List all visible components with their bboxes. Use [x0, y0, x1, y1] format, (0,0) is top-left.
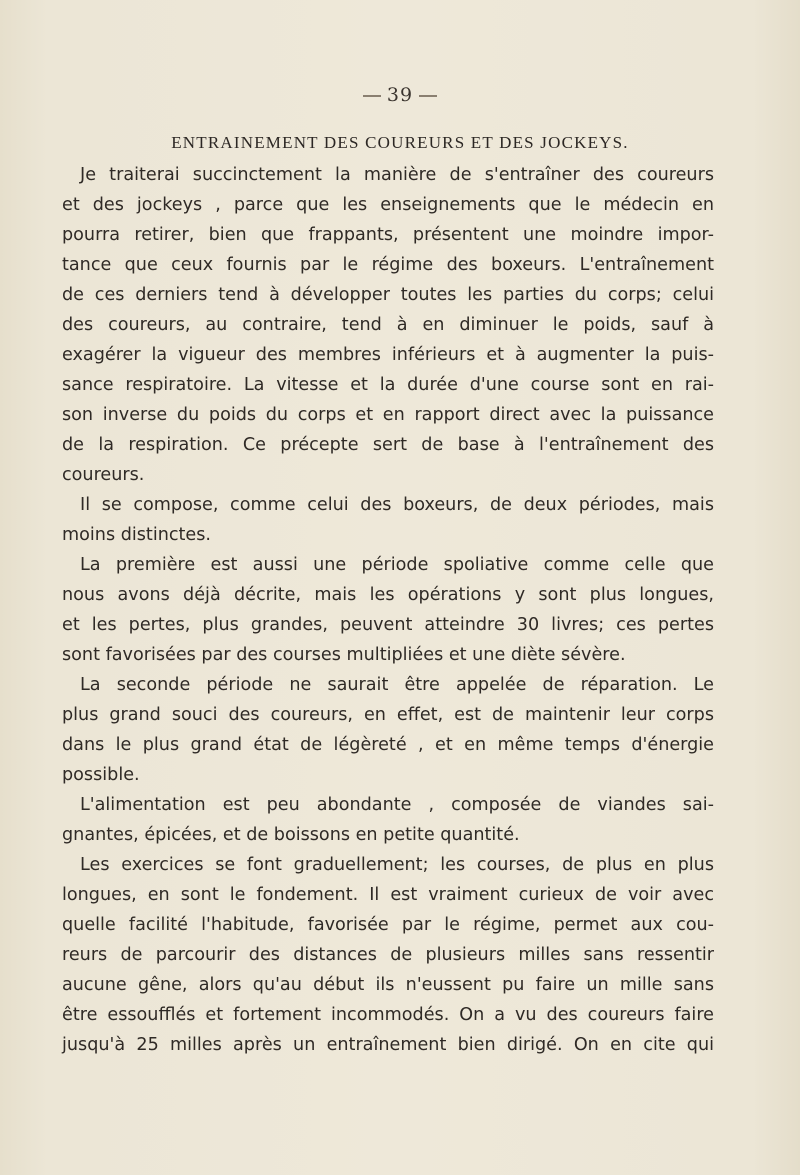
page-number — [0, 84, 800, 106]
text-line: quelle facilité l'habitude, favorisée par le régime, permet aux cou- — [62, 915, 714, 935]
chapter-heading: ENTRAINEMENT DES COUREURS ET DES JOCKEYS. — [171, 133, 629, 152]
text-line: aucune gêne, alors qu'au début ils n'eussent pu faire un mille sans — [62, 975, 714, 995]
text-line: pourra retirer, bien que frappants, présentent une moindre impor- — [62, 225, 714, 245]
ornament-dash-right — [419, 95, 437, 97]
text-line: Il se compose, comme celui des boxeurs, de deux périodes, mais — [80, 495, 714, 515]
text-line: exagérer la vigueur des membres inférieurs et à augmenter la puis- — [62, 345, 714, 365]
text-line: longues, en sont le fondement. Il est vraiment curieux de voir avec — [62, 885, 714, 905]
text-line: gnantes, épicées, et de boissons en petite quantité. — [62, 825, 520, 845]
body-text — [62, 160, 714, 1060]
text-line: L'alimentation est peu abondante , composée de viandes sai- — [80, 795, 714, 815]
text-line: moins distinctes. — [62, 525, 212, 545]
text-line: tance que ceux fournis par le régime des boxeurs. L'entraînement — [62, 255, 714, 275]
text-line: et des jockeys , parce que les enseignements que le médecin en — [62, 195, 714, 215]
text-line: plus grand souci des coureurs, en effet, est de maintenir leur corps — [62, 705, 714, 725]
text-line: dans le plus grand état de légèreté , et en même temps d'énergie — [62, 735, 714, 755]
text-line: jusqu'à 25 milles après un entraînement bien dirigé. On en cite qui — [62, 1035, 714, 1055]
ornament-dash-left — [363, 95, 381, 97]
text-line: Je traiterai succinctement la manière de s'entraîner des coureurs — [80, 165, 714, 185]
text-line: reurs de parcourir des distances de plusieurs milles sans ressentir — [62, 945, 714, 965]
text-line: être essoufflés et fortement incommodés. On a vu des coureurs faire — [62, 1005, 714, 1025]
text-line: La première est aussi une période spoliative comme celle que — [80, 555, 714, 575]
text-line: coureurs. — [62, 465, 145, 485]
text-line: son inverse du poids du corps et en rapport direct avec la puissance — [62, 405, 714, 425]
text-line: sont favorisées par des courses multipliées et une diète sévère. — [62, 645, 626, 665]
text-line: sance respiratoire. La vitesse et la durée d'une course sont en rai- — [62, 375, 714, 395]
text-line: possible. — [62, 765, 140, 785]
text-line: des coureurs, au contraire, tend à en diminuer le poids, sauf à — [62, 315, 714, 335]
text-line: La seconde période ne saurait être appelée de réparation. Le — [80, 675, 714, 695]
text-line: et les pertes, plus grandes, peuvent atteindre 30 livres; ces pertes — [62, 615, 714, 635]
text-line: Les exercices se font graduellement; les courses, de plus en plus — [80, 855, 714, 875]
text-line: de la respiration. Ce précepte sert de base à l'entraînement des — [62, 435, 714, 455]
page-number-text: 39 — [386, 84, 414, 106]
text-line: de ces derniers tend à développer toutes les parties du corps; celui — [62, 285, 714, 305]
text-line: nous avons déjà décrite, mais les opérations y sont plus longues, — [62, 585, 714, 605]
